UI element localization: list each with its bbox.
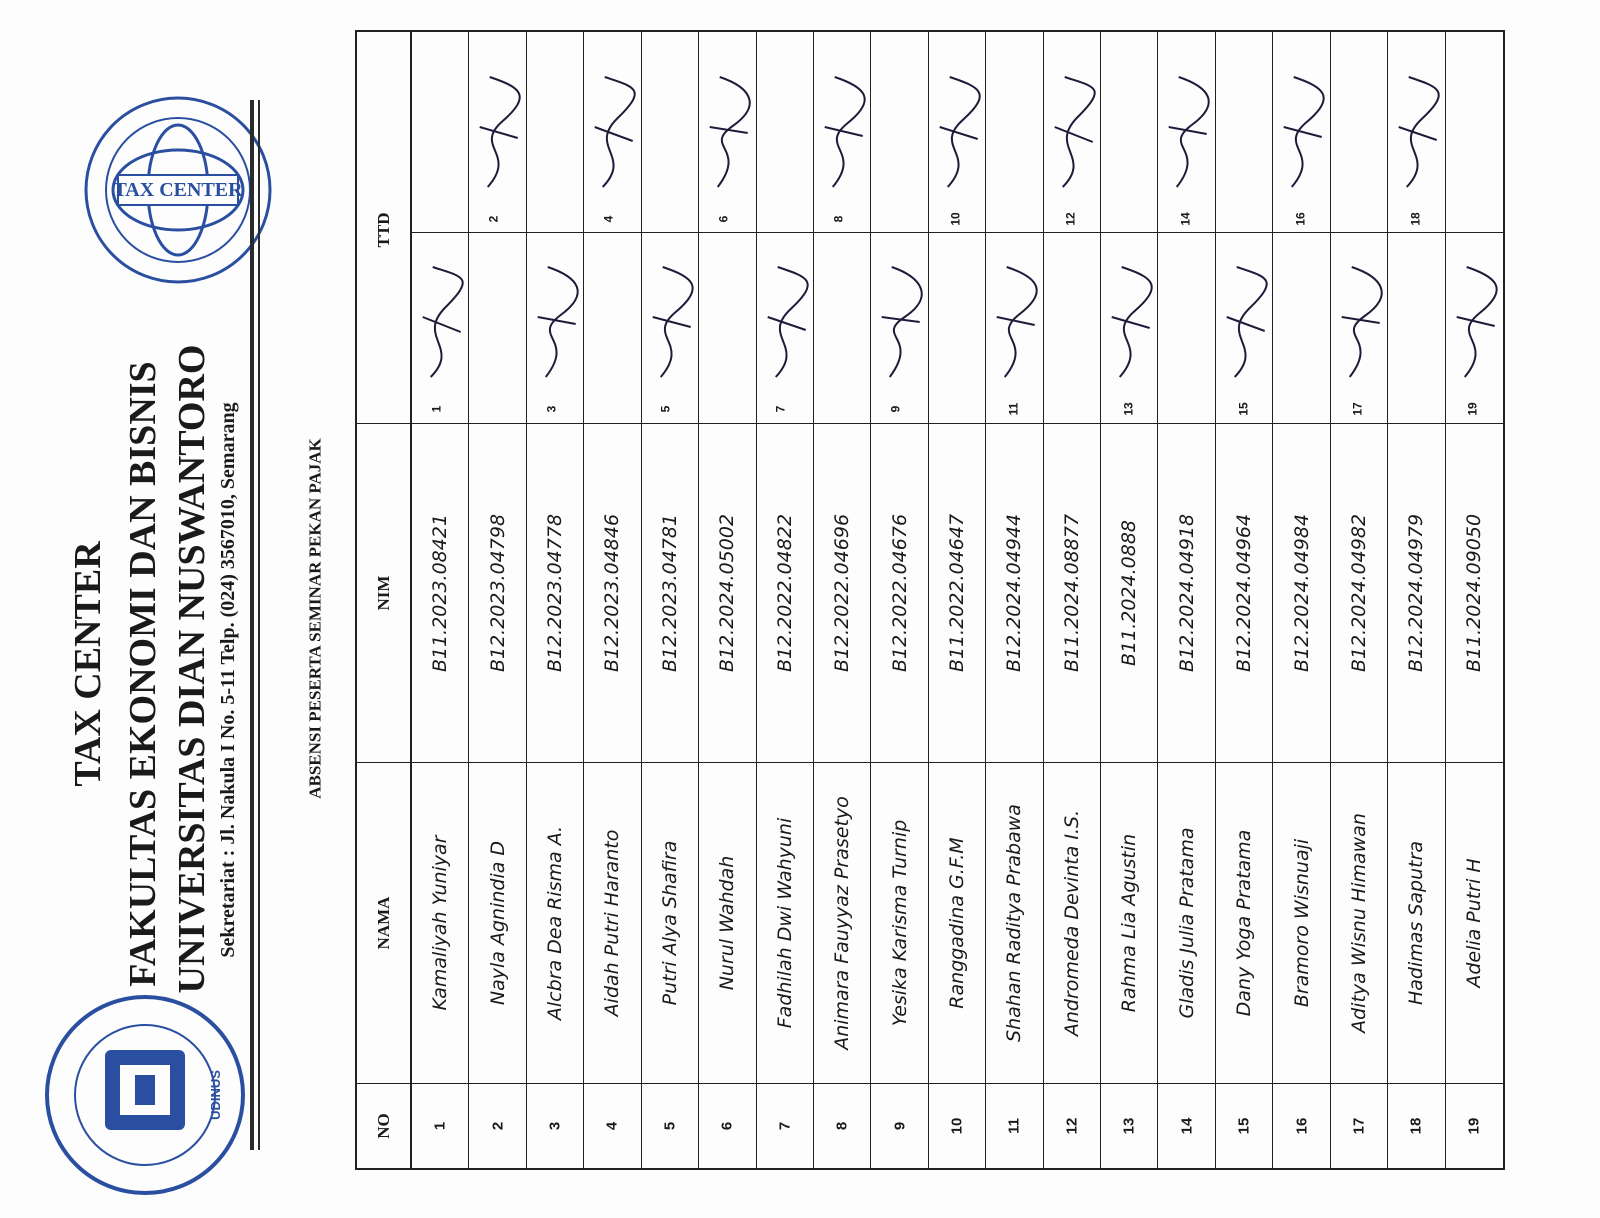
signature-number: 15 (1236, 402, 1251, 416)
participant-name: Andromeda Devinta I.S. (1060, 809, 1083, 1037)
row-number: 16 (1293, 1117, 1311, 1135)
participant-name-cell (699, 763, 755, 1083)
row-number: 3 (546, 1121, 564, 1131)
signature-scribble (469, 57, 526, 207)
signature-scribble (527, 247, 584, 397)
row-number-cell (584, 1083, 640, 1168)
row-number: 12 (1063, 1117, 1081, 1135)
row-number-cell (1216, 1083, 1272, 1168)
row-number: 15 (1235, 1117, 1253, 1135)
participant-nim-cell (584, 423, 640, 763)
participant-nim: B12.2022.04822 (773, 513, 796, 673)
row-number-cell (986, 1083, 1042, 1168)
signature-cell (871, 32, 927, 427)
participant-nim-cell (986, 423, 1042, 763)
participant-name-cell (814, 763, 870, 1083)
signature-scribble (1158, 57, 1215, 207)
participant-nim: B11.2022.04647 (945, 513, 968, 673)
signature-scribble (699, 57, 756, 207)
table-row (757, 32, 814, 1168)
signature-scribble (1273, 57, 1330, 207)
row-number: 5 (661, 1121, 679, 1131)
participant-name-cell (527, 763, 583, 1083)
table-row (1044, 32, 1101, 1168)
signature-scribble (412, 247, 469, 397)
row-number-cell (412, 1083, 468, 1168)
participant-nim: B12.2023.04798 (486, 513, 509, 673)
row-number: 14 (1178, 1117, 1196, 1135)
header-ttd: TTD (373, 212, 393, 247)
attendance-table (355, 30, 1505, 1170)
row-number: 2 (489, 1121, 507, 1131)
signature-number: 2 (486, 215, 501, 223)
participant-nim: B11.2024.09050 (1463, 513, 1486, 673)
header-rule-thin (258, 100, 260, 1150)
signature-cell (469, 32, 525, 427)
participant-nim-cell (1388, 423, 1444, 763)
row-number: 8 (833, 1121, 851, 1131)
signature-cell (1388, 32, 1444, 427)
signature-scribble (642, 247, 699, 397)
signature-cell (1273, 32, 1329, 427)
signature-scribble (1101, 247, 1158, 397)
table-row (1388, 32, 1445, 1168)
signature-cell (1331, 32, 1387, 427)
participant-name-cell (469, 763, 525, 1083)
row-number: 10 (948, 1117, 966, 1135)
participant-nim: B12.2024.04918 (1175, 513, 1198, 673)
signature-cell (1044, 32, 1100, 427)
signature-number: 1 (429, 405, 444, 413)
signature-scribble (1331, 247, 1388, 397)
participant-name: Shahan Raditya Prabawa (1003, 804, 1026, 1042)
signature-cell (986, 32, 1042, 427)
row-number-cell (929, 1083, 985, 1168)
header-nama-cell (357, 763, 410, 1083)
signature-number: 3 (543, 405, 558, 413)
table-row (584, 32, 641, 1168)
participant-nim-cell (814, 423, 870, 763)
participant-nim-cell (527, 423, 583, 763)
row-number-cell (1388, 1083, 1444, 1168)
participant-name-cell (871, 763, 927, 1083)
signature-number: 19 (1465, 402, 1480, 416)
signature-number: 10 (949, 212, 964, 226)
participant-nim: B12.2022.04696 (831, 513, 854, 673)
signature-number: 5 (658, 405, 673, 413)
table-row (871, 32, 928, 1168)
participant-name: Aditya Wisnu Himawan (1347, 813, 1370, 1033)
row-number-cell (1044, 1083, 1100, 1168)
signature-number: 13 (1121, 402, 1136, 416)
row-number-cell (1158, 1083, 1214, 1168)
table-row (814, 32, 871, 1168)
signature-cell (527, 32, 583, 427)
participant-name-cell (1388, 763, 1444, 1083)
table-row (1446, 32, 1503, 1168)
participant-nim-cell (469, 423, 525, 763)
participant-name-cell (757, 763, 813, 1083)
row-number-cell (757, 1083, 813, 1168)
participant-nim-cell (1044, 423, 1100, 763)
participant-name-cell (1446, 763, 1503, 1083)
participant-name-cell (1331, 763, 1387, 1083)
table-row (929, 32, 986, 1168)
participant-nim: B11.2024.08877 (1060, 513, 1083, 673)
signature-cell (642, 32, 698, 427)
participant-name: Animara Fauyyaz Prasetyo (831, 796, 854, 1050)
participant-nim: B12.2024.05002 (716, 513, 739, 673)
participant-nim-cell (699, 423, 755, 763)
row-number: 9 (891, 1121, 909, 1131)
row-number-cell (469, 1083, 525, 1168)
signature-scribble (871, 247, 928, 397)
row-number: 19 (1465, 1117, 1483, 1135)
header-rule-thick (250, 100, 254, 1150)
participant-nim-cell (1331, 423, 1387, 763)
header-nama: NAMA (373, 896, 393, 950)
signature-scribble (757, 247, 814, 397)
participant-nim-cell (642, 423, 698, 763)
participant-name: Rahma Lia Agustin (1118, 833, 1141, 1013)
table-row (1158, 32, 1215, 1168)
participant-name: Kamaliyah Yuniyar (429, 835, 452, 1011)
header-title-tax-center: TAX CENTER (67, 541, 109, 787)
participant-name-cell (986, 763, 1042, 1083)
participant-name-cell (1044, 763, 1100, 1083)
signature-number: 11 (1006, 402, 1021, 416)
header-row (357, 32, 412, 1168)
signature-cell (412, 32, 468, 427)
row-number-cell (1101, 1083, 1157, 1168)
row-number: 13 (1120, 1117, 1138, 1135)
table-row (527, 32, 584, 1168)
row-number-cell (814, 1083, 870, 1168)
header-no-cell (357, 1083, 410, 1168)
participant-name: Putri Alya Shafira (658, 840, 681, 1006)
header-title-university: UNIVERSITAS DIAN NUSWANTORO (171, 344, 213, 994)
participant-name-cell (1158, 763, 1214, 1083)
row-number: 4 (603, 1121, 621, 1131)
signature-number: 6 (716, 215, 731, 223)
signature-scribble (1216, 247, 1273, 397)
table-row (642, 32, 699, 1168)
participant-nim-cell (1158, 423, 1214, 763)
participant-nim-cell (929, 423, 985, 763)
table-row (1331, 32, 1388, 1168)
participant-name: Dany Yoga Pratama (1233, 829, 1256, 1017)
header-no: NO (373, 1113, 393, 1139)
participant-name: Ranggadina G.F.M (945, 837, 968, 1009)
table-row (1101, 32, 1158, 1168)
signature-number: 17 (1351, 402, 1366, 416)
signature-number: 9 (888, 405, 903, 413)
svg-text:UDINUS: UDINUS (208, 1070, 223, 1120)
table-row (699, 32, 756, 1168)
svg-text:TAX CENTER: TAX CENTER (113, 179, 243, 201)
participant-name-cell (584, 763, 640, 1083)
header-nim: NIM (373, 575, 393, 611)
participant-nim-cell (1273, 423, 1329, 763)
participant-nim-cell (1446, 423, 1503, 763)
signature-cell (814, 32, 870, 427)
participant-name-cell (1273, 763, 1329, 1083)
participant-nim: B11.2023.08421 (429, 513, 452, 673)
signature-cell (929, 32, 985, 427)
signature-number: 14 (1178, 212, 1193, 226)
header-address: Sekretariat : Jl. Nakula I No. 5-11 Telp. (024) 3567010, Semarang (217, 402, 239, 958)
table-row (412, 32, 469, 1168)
row-number: 6 (718, 1121, 736, 1131)
participant-nim: B12.2024.04984 (1290, 513, 1313, 673)
participant-nim-cell (757, 423, 813, 763)
signature-cell (584, 32, 640, 427)
participant-nim-cell (1101, 423, 1157, 763)
table-row (1216, 32, 1273, 1168)
signature-scribble (986, 247, 1043, 397)
signature-cell (757, 32, 813, 427)
participant-nim: B12.2024.04979 (1405, 513, 1428, 673)
participant-name-cell (929, 763, 985, 1083)
participant-name: Bramoro Wisnuaji (1290, 838, 1313, 1008)
signature-cell (1158, 32, 1214, 427)
signature-number: 18 (1408, 212, 1423, 226)
signature-scribble (1044, 57, 1101, 207)
header-title-faculty: FAKULTAS EKONOMI DAN BISNIS (122, 361, 164, 987)
participant-nim: B12.2023.04846 (601, 513, 624, 673)
participant-name-cell (1101, 763, 1157, 1083)
signature-cell (1446, 32, 1503, 427)
row-number-cell (1446, 1083, 1503, 1168)
participant-nim: B12.2023.04778 (544, 513, 567, 673)
signature-number: 16 (1293, 212, 1308, 226)
participant-nim: B12.2024.04982 (1347, 513, 1370, 673)
participant-nim: B12.2022.04676 (888, 513, 911, 673)
header-ttd-cell (357, 32, 410, 427)
table-row (469, 32, 526, 1168)
row-number: 7 (776, 1121, 794, 1131)
signature-number: 12 (1064, 212, 1079, 226)
participant-nim-cell (412, 423, 468, 763)
participant-name: Yesika Karisma Turnip (888, 819, 911, 1027)
form-title: ABSENSI PESERTA SEMINAR PEKAN PAJAK (305, 438, 325, 799)
table-row (1273, 32, 1330, 1168)
row-number-cell (1331, 1083, 1387, 1168)
signature-cell (699, 32, 755, 427)
signature-cell (1101, 32, 1157, 427)
row-number: 17 (1350, 1117, 1368, 1135)
participant-name: Aidah Putri Haranto (601, 829, 624, 1017)
signature-number: 8 (830, 215, 845, 223)
participant-name-cell (412, 763, 468, 1083)
participant-nim-cell (871, 423, 927, 763)
row-number: 1 (431, 1121, 449, 1131)
row-number-cell (527, 1083, 583, 1168)
participant-nim: B12.2023.04781 (658, 513, 681, 673)
participant-nim: B12.2024.04944 (1003, 513, 1026, 673)
signature-scribble (929, 57, 986, 207)
signature-number: 4 (601, 215, 616, 223)
table-row (986, 32, 1043, 1168)
participant-name: Adelia Putri H (1463, 858, 1486, 988)
row-number-cell (699, 1083, 755, 1168)
header-nim-cell (357, 423, 410, 763)
signature-number: 7 (773, 405, 788, 413)
row-number-cell (871, 1083, 927, 1168)
signature-scribble (584, 57, 641, 207)
participant-name: Nurul Wahdah (716, 855, 739, 991)
participant-nim: B12.2024.04964 (1233, 513, 1256, 673)
participant-nim-cell (1216, 423, 1272, 763)
signature-cell (1216, 32, 1272, 427)
row-number: 18 (1407, 1117, 1425, 1135)
row-number: 11 (1005, 1118, 1023, 1134)
participant-name-cell (1216, 763, 1272, 1083)
participant-name: Alcbra Dea Risma A. (544, 825, 567, 1021)
participant-name: Nayla Agnindia D (486, 840, 509, 1006)
participant-name: Gladis Julia Pratama (1175, 827, 1198, 1019)
row-number-cell (1273, 1083, 1329, 1168)
participant-name: Fadhilah Dwi Wahyuni (773, 817, 796, 1029)
signature-scribble (814, 57, 871, 207)
row-number-cell (642, 1083, 698, 1168)
signature-scribble (1388, 57, 1445, 207)
signature-scribble (1446, 247, 1503, 397)
participant-name-cell (642, 763, 698, 1083)
participant-nim: B11.2024.0888 (1118, 520, 1141, 666)
participant-name: Hadimas Saputra (1405, 840, 1428, 1006)
